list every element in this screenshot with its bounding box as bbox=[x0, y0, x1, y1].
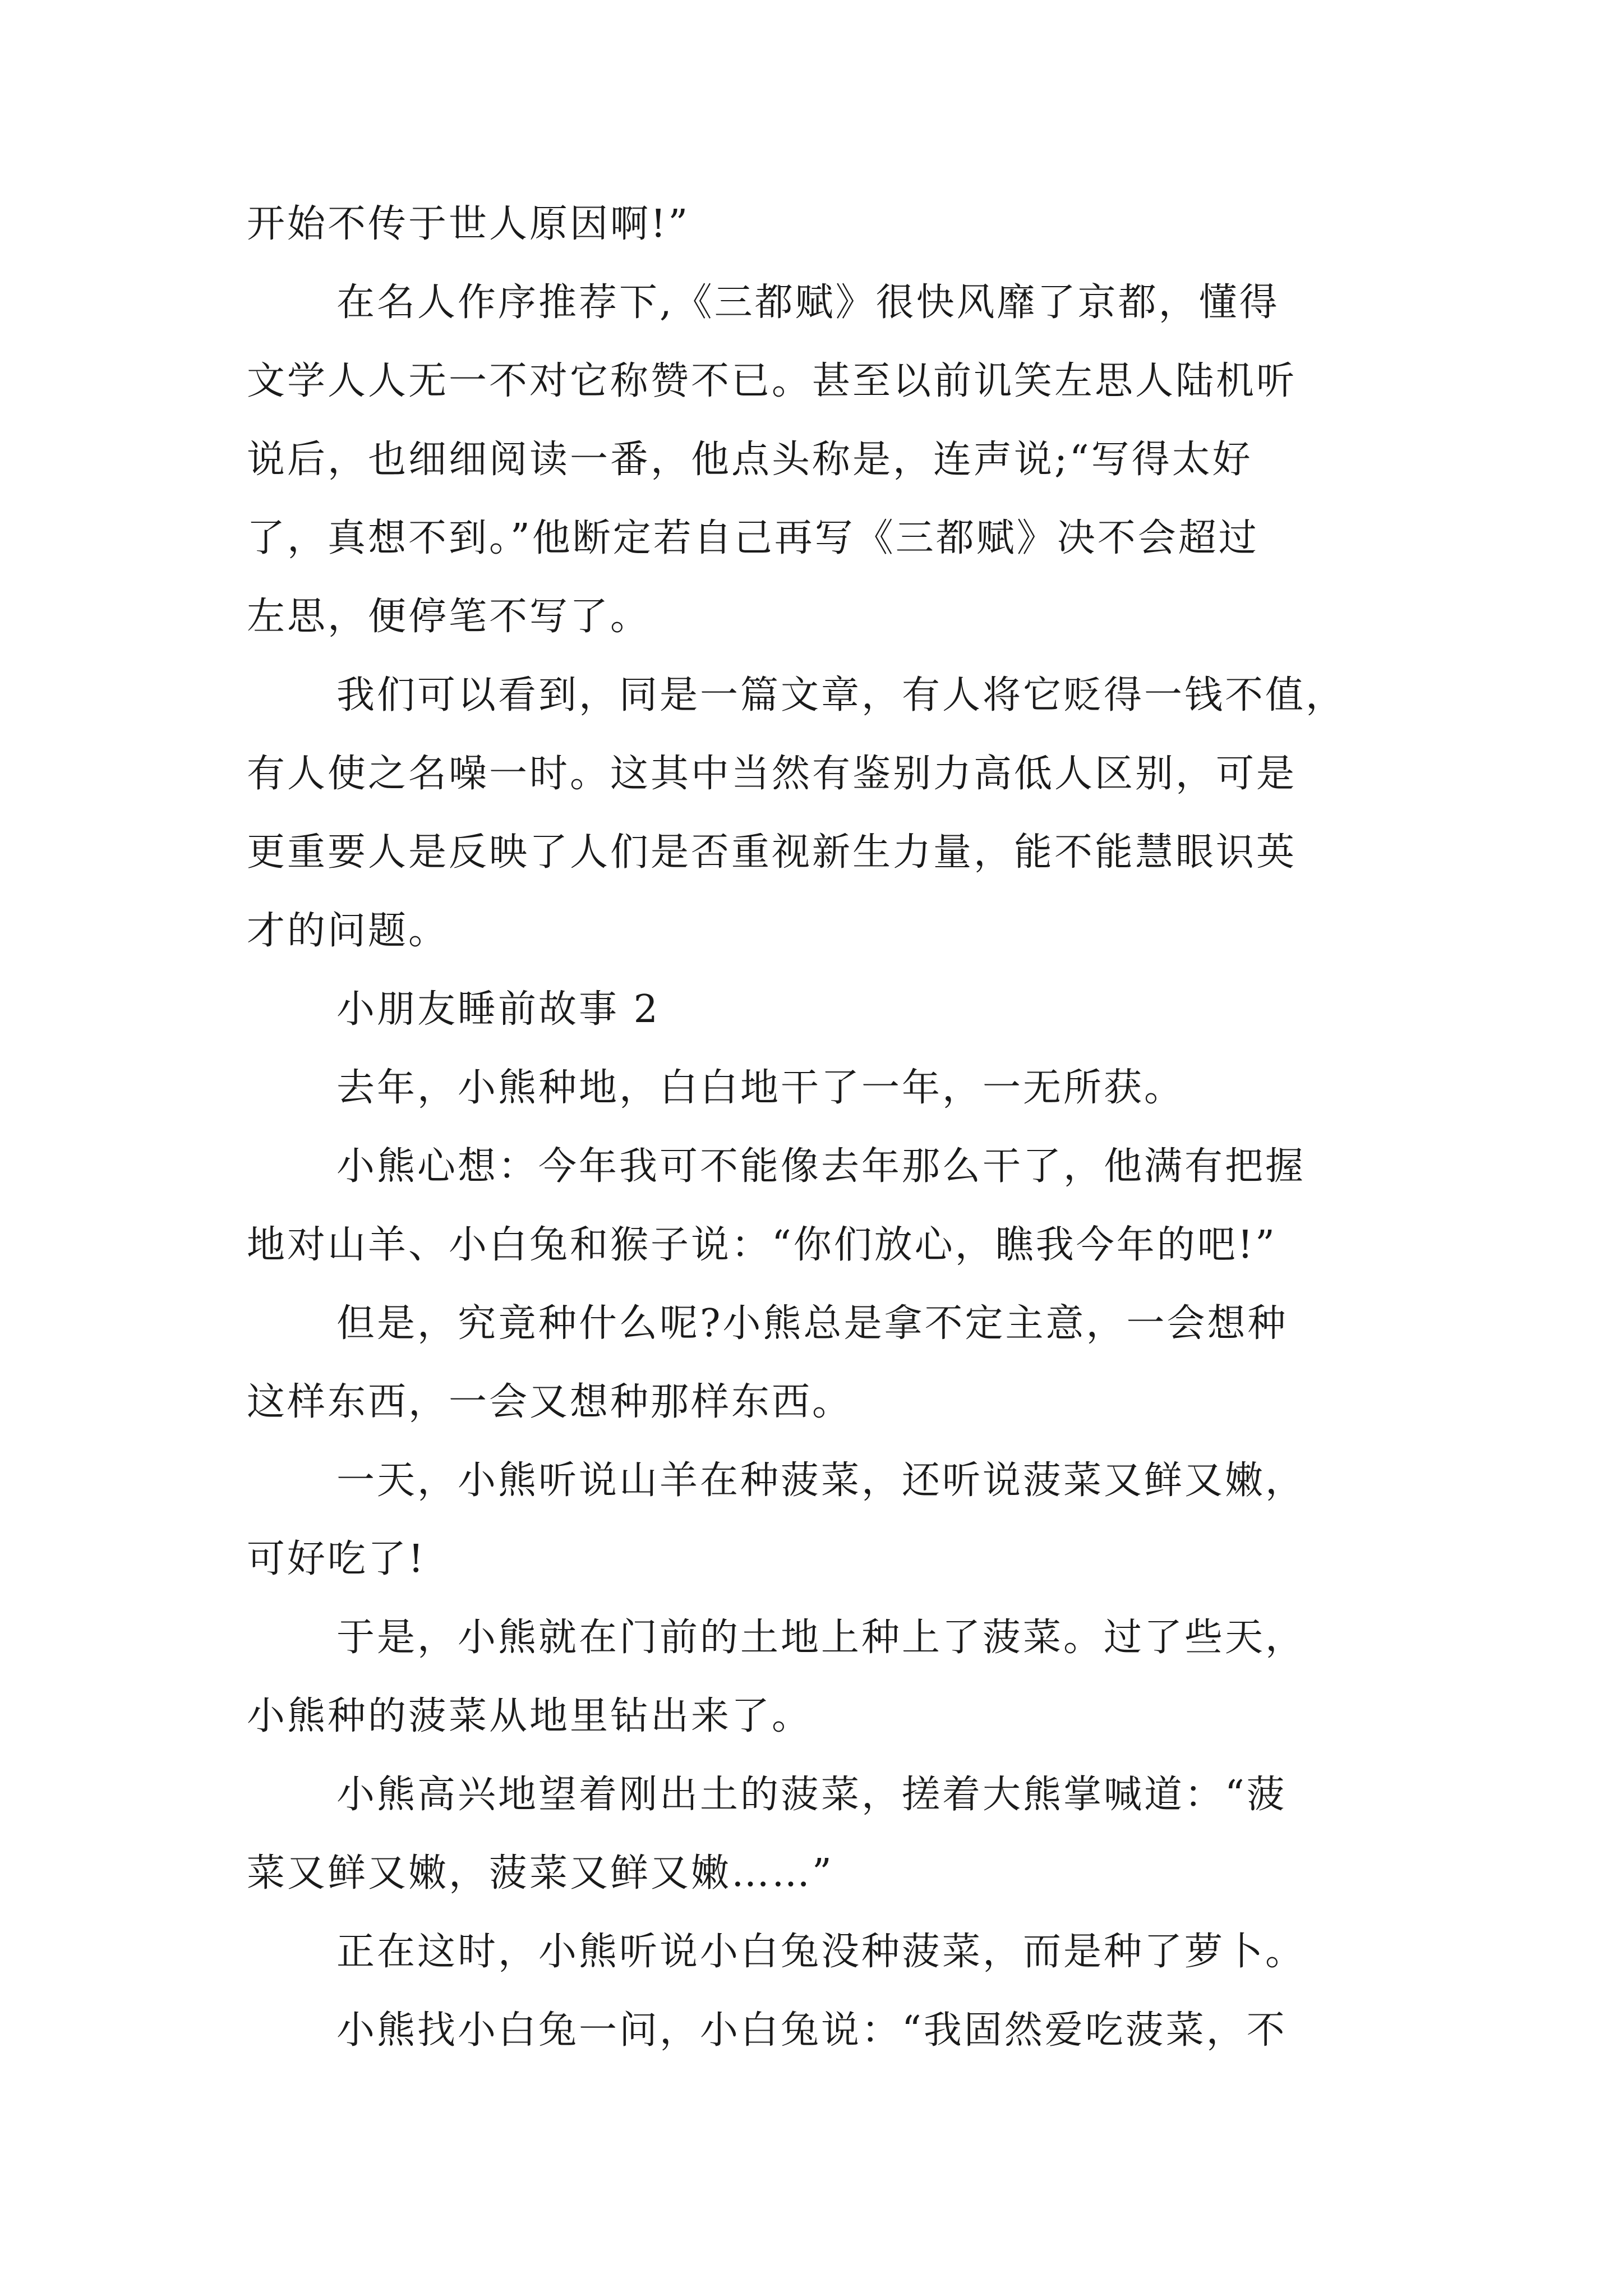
text-line: 小熊高兴地望着刚出土的菠菜，搓着大熊掌喊道：“菠 bbox=[336, 1773, 1287, 1817]
text-line: 说后，也细细阅读一番，他点头称是，连声说;“写得太好 bbox=[247, 438, 1253, 482]
text-line: 我们可以看到，同是一篇文章，有人将它贬得一钱不值， bbox=[336, 673, 1347, 717]
text-line: 有人使之名噪一时。这其中当然有鉴别力高低人区别，可是 bbox=[247, 752, 1297, 796]
text-line: 文学人人无一不对它称赞不已。甚至以前讥笑左思人陆机听 bbox=[247, 359, 1297, 403]
text-line: 菜又鲜又嫩，菠菜又鲜又嫩……” bbox=[247, 1851, 834, 1895]
text-line: 这样东西，一会又想种那样东西。 bbox=[247, 1380, 853, 1424]
text-line: 正在这时，小熊听说小白兔没种菠菜，而是种了萝卜。 bbox=[336, 1930, 1306, 1974]
document-body bbox=[247, 185, 1385, 2070]
text-line: 小熊种的菠菜从地里钻出来了。 bbox=[247, 1694, 813, 1738]
text-line: 但是，究竟种什么呢?小熊总是拿不定主意，一会想种 bbox=[336, 1301, 1288, 1346]
text-line: 地对山羊、小白兔和猴子说：“你们放心，瞧我今年的吧!” bbox=[247, 1223, 1277, 1267]
text-line: 才的问题。 bbox=[247, 909, 449, 953]
text-line: 可好吃了! bbox=[247, 1537, 426, 1581]
text-line: 小朋友睡前故事 2 bbox=[336, 987, 660, 1032]
text-line: 开始不传于世人原因啊!” bbox=[247, 202, 690, 246]
text-line: 了，真想不到。”他断定若自己再写《三都赋》决不会超过 bbox=[247, 516, 1259, 560]
text-line: 小熊找小白兔一问，小白兔说：“我固然爱吃菠菜，不 bbox=[336, 2008, 1287, 2053]
text-line: 去年，小熊种地，白白地干了一年，一无所获。 bbox=[336, 1066, 1185, 1110]
text-line: 于是，小熊就在门前的土地上种上了菠菜。过了些天， bbox=[336, 1616, 1306, 1660]
text-line: 左思，便停笔不写了。 bbox=[247, 595, 651, 639]
text-line: 一天，小熊听说山羊在种菠菜，还听说菠菜又鲜又嫩， bbox=[336, 1458, 1306, 1503]
text-line: 更重要人是反映了人们是否重视新生力量，能不能慧眼识英 bbox=[247, 830, 1297, 875]
text-line: 在名人作序推荐下,《三都赋》很快风靡了京都，懂得 bbox=[336, 280, 1280, 325]
text-line: 小熊心想：今年我可不能像去年那么干了，他满有把握 bbox=[336, 1144, 1306, 1189]
